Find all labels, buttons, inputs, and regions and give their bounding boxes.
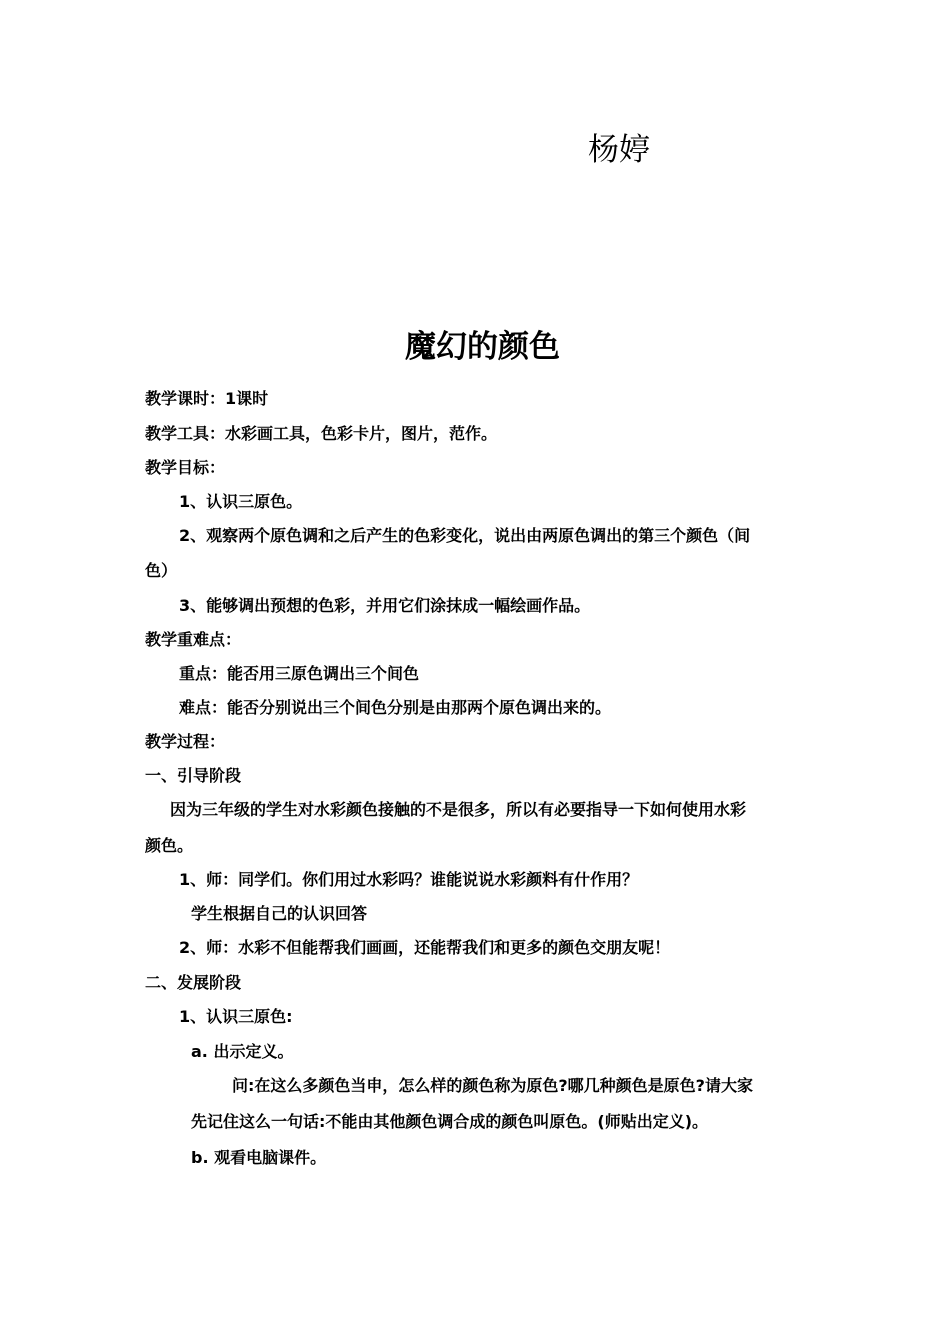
- line-goal-3: 3、能够调出预想的色彩，并用它们涂抹成一幅绘画作品。: [179, 596, 591, 615]
- line-primary-colors-heading: 1、认识三原色:: [179, 1007, 293, 1026]
- line-section-1-heading: 一、引导阶段: [145, 766, 242, 785]
- line-key-point: 重点：能否用三原色调出三个间色: [179, 664, 420, 683]
- line-teaching-hours: 教学课时：1课时: [145, 389, 269, 408]
- line-teaching-goals-heading: 教学目标：: [145, 458, 226, 477]
- line-teaching-tools: 教学工具：水彩画工具，色彩卡片，图片，范作。: [145, 424, 498, 443]
- line-section-2-heading: 二、发展阶段: [145, 973, 242, 992]
- line-key-points-heading: 教学重难点：: [145, 630, 242, 649]
- line-goal-2-cont: 色）: [145, 561, 178, 580]
- line-question: 问:在这么多颜色当申，怎么样的颜色称为原色?哪几种颜色是原色?请大家: [232, 1076, 753, 1095]
- line-section-1-text: 因为三年级的学生对水彩颜色接触的不是很多，所以有必要指导一下如何使用水彩: [170, 800, 747, 819]
- line-goal-2: 2、观察两个原色调和之后产生的色彩变化，说出由两原色调出的第三个颜色（间: [179, 526, 751, 545]
- line-item-a: a. 出示定义。: [191, 1042, 294, 1061]
- line-item-b: b. 观看电脑课件。: [191, 1148, 327, 1167]
- line-teacher-question-1: 1、师：同学们。你们用过水彩吗？谁能说说水彩颜料有什作用？: [179, 870, 639, 889]
- line-student-answer: 学生根据自己的认识回答: [191, 904, 368, 923]
- document-title: 魔幻的颜色: [405, 329, 560, 365]
- line-goal-1: 1、认识三原色。: [179, 492, 303, 511]
- line-teacher-statement-2: 2、师：水彩不但能帮我们画画，还能帮我们和更多的颜色交朋友呢！: [179, 938, 671, 957]
- line-question-cont: 先记住这么一句话:不能由其他颜色调合成的颜色叫原色。(师贴出定义)。: [191, 1112, 709, 1131]
- author-name: 杨婷: [588, 132, 650, 168]
- line-process-heading: 教学过程：: [145, 732, 226, 751]
- line-difficult-point: 难点：能否分别说出三个间色分别是由那两个原色调出来的。: [179, 698, 612, 717]
- line-section-1-text-cont: 颜色。: [145, 836, 194, 855]
